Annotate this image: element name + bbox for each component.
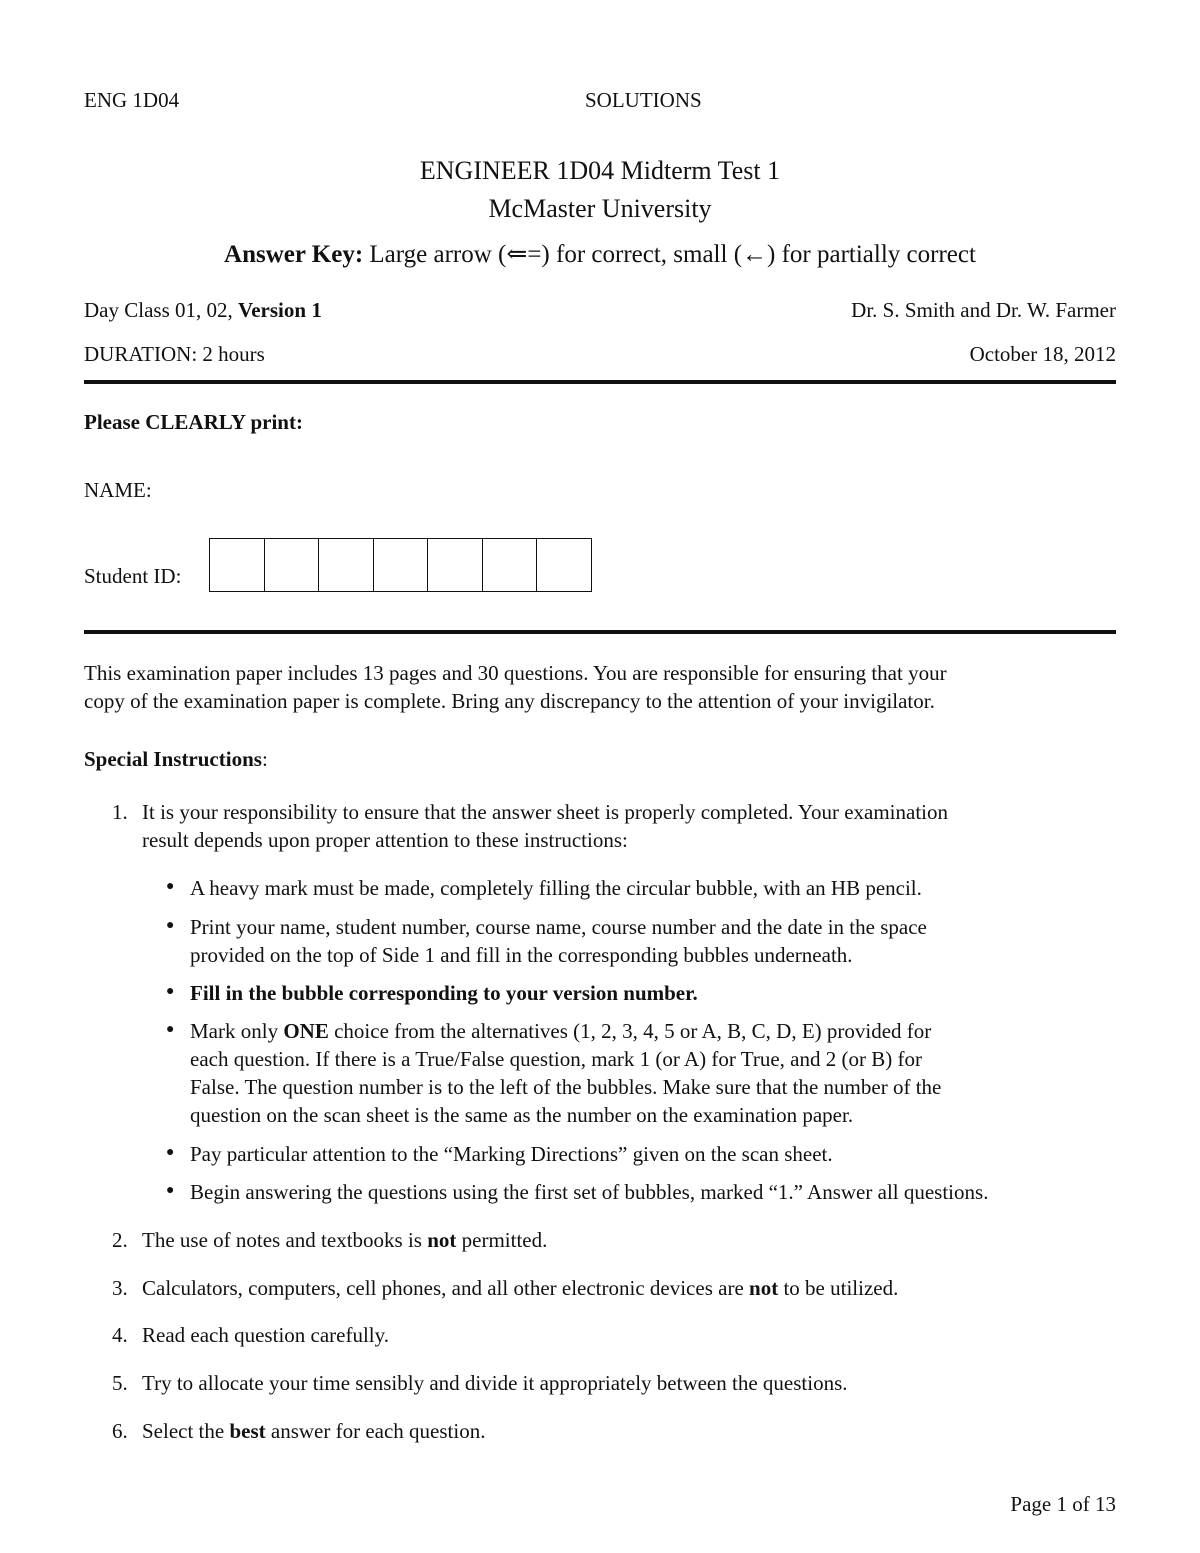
item-6-bold: best — [229, 1419, 266, 1443]
item-number: 1. — [112, 800, 128, 824]
answer-key-text: Large arrow (⇐=) for correct, small (←) for partially correct — [369, 241, 976, 268]
bullet-icon: ● — [166, 984, 175, 999]
item-number: 6. — [112, 1419, 128, 1443]
item-5: Try to allocate your time sensibly and divide it appropriately between the questions. — [142, 1371, 848, 1395]
student-id-label: Student ID: — [84, 564, 182, 588]
page-number: Page 1 of 13 — [1010, 1492, 1116, 1516]
day-class-text: Day Class 01, 02, — [84, 298, 233, 322]
instructors: Dr. S. Smith and Dr. W. Farmer — [851, 298, 1116, 322]
bullet-4-line-4: question on the scan sheet is the same as the number on the examination paper. — [190, 1103, 854, 1127]
form-rule — [84, 630, 1116, 634]
bullet-icon: ● — [166, 879, 175, 894]
university-name: McMaster University — [488, 194, 712, 223]
student-id-box[interactable] — [537, 539, 592, 591]
special-instructions-heading — [84, 745, 268, 773]
solutions-label: SOLUTIONS — [585, 88, 702, 112]
bullet-4-text-a: Mark only — [190, 1019, 284, 1043]
answer-key-label: Answer Key: — [224, 241, 364, 268]
bullet-2-line-1: Print your name, student number, course name, course number and the date in the space — [190, 915, 927, 939]
version-label: Version 1 — [238, 298, 322, 322]
bullet-4-line-1 — [190, 1017, 931, 1045]
duration — [84, 340, 265, 368]
item-6-text-a: Select the — [142, 1419, 230, 1443]
item-number: 4. — [112, 1323, 128, 1347]
student-id-box[interactable] — [428, 539, 483, 591]
item-number: 2. — [112, 1228, 128, 1252]
name-label: NAME: — [84, 478, 152, 502]
bullet-4-text-b: choice from the alternatives (1, 2, 3, 4, 5 or A, B, C, D, E) provided for — [328, 1019, 932, 1043]
item1-line-2: result depends upon proper attention to these instructions: — [142, 828, 628, 852]
bullet-4-line-2: each question. If there is a True/False question, mark 1 (or A) for True, and 2 (or B) for — [190, 1047, 922, 1071]
student-id-box[interactable] — [210, 539, 265, 591]
bullet-4-line-3: False. The question number is to the left of the bubbles. Make sure that the number of the — [190, 1075, 942, 1099]
item-6-text-b: answer for each question. — [265, 1419, 486, 1443]
student-id-box[interactable] — [319, 539, 374, 591]
print-instruction: Please CLEARLY print: — [84, 410, 303, 434]
intro-line-2: copy of the examination paper is complete. Bring any discrepancy to the attention of your invigilator. — [84, 689, 935, 713]
item-2-text-b: permitted. — [456, 1228, 548, 1252]
special-heading-text: Special Instructions — [84, 747, 262, 771]
item-2 — [142, 1226, 547, 1254]
student-id-boxes — [209, 538, 592, 592]
bullet-2-line-2: provided on the top of Side 1 and fill in the corresponding bubbles underneath. — [190, 943, 853, 967]
bullet-5: Pay particular attention to the “Marking Directions” given on the scan sheet. — [190, 1142, 833, 1166]
item-number: 3. — [112, 1276, 128, 1300]
item-number: 5. — [112, 1371, 128, 1395]
item-3 — [142, 1274, 898, 1302]
item-3-text-b: to be utilized. — [778, 1276, 899, 1300]
item-2-bold: not — [427, 1228, 457, 1252]
item1-line-1: It is your responsibility to ensure that the answer sheet is properly completed. Your examination — [142, 800, 949, 824]
special-heading-colon: : — [261, 747, 268, 771]
exam-title: ENGINEER 1D04 Midterm Test 1 — [419, 156, 781, 185]
day-class — [84, 296, 322, 324]
duration-value: 2 hours — [202, 342, 265, 366]
item-3-bold: not — [749, 1276, 779, 1300]
item-2-text-a: The use of notes and textbooks is — [142, 1228, 428, 1252]
intro-line-1: This examination paper includes 13 pages and 30 questions. You are responsible for ensuring that your — [84, 661, 947, 685]
bullet-3: Fill in the bubble corresponding to your version number. — [190, 981, 698, 1005]
bullet-icon: ● — [166, 1145, 175, 1160]
bullet-icon: ● — [166, 1022, 175, 1037]
item-4: Read each question carefully. — [142, 1323, 390, 1347]
answer-key — [0, 238, 1200, 272]
top-rule — [84, 380, 1116, 384]
bullet-icon: ● — [166, 918, 175, 933]
student-id-box[interactable] — [483, 539, 538, 591]
bullet-4-bold: ONE — [283, 1019, 329, 1043]
item-3-text-a: Calculators, computers, cell phones, and all other electronic devices are — [142, 1276, 750, 1300]
student-id-box[interactable] — [374, 539, 429, 591]
course-code: ENG 1D04 — [84, 88, 180, 112]
bullet-1: A heavy mark must be made, completely filling the circular bubble, with an HB pencil. — [190, 876, 922, 900]
exam-date: October 18, 2012 — [969, 342, 1116, 366]
student-id-box[interactable] — [265, 539, 320, 591]
bullet-icon: ● — [166, 1183, 175, 1198]
bullet-6: Begin answering the questions using the first set of bubbles, marked “1.” Answer all questions. — [190, 1180, 989, 1204]
item-6 — [142, 1417, 485, 1445]
duration-label: DURATION: — [84, 342, 198, 366]
